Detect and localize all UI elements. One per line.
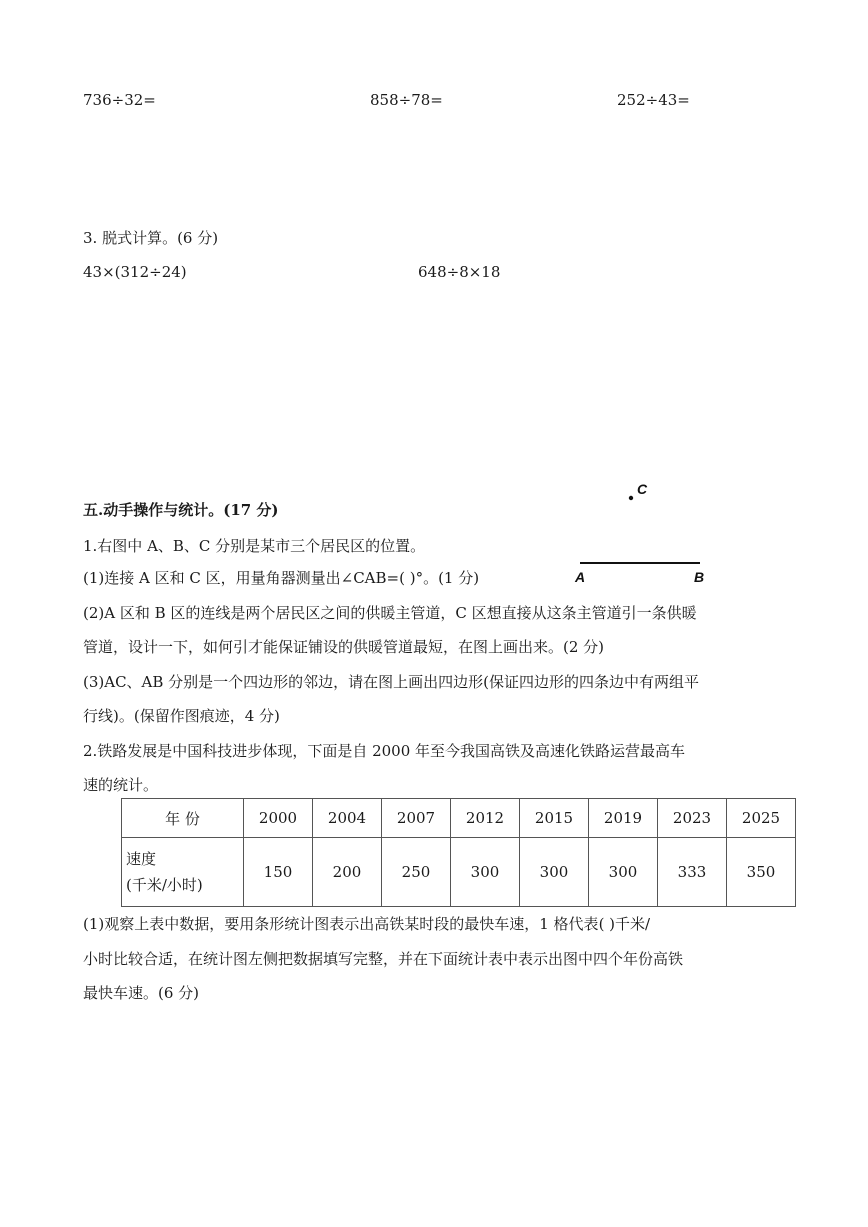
year-cell: 2000 bbox=[244, 799, 313, 838]
geometry-figure bbox=[572, 478, 712, 588]
year-cell: 2025 bbox=[727, 799, 796, 838]
year-cell: 2007 bbox=[382, 799, 451, 838]
q1-part2-line2: 管道，设计一下，如何引才能保证铺设的供暖管道最短，在图上画出来。(2 分) bbox=[83, 638, 605, 656]
q2-intro-line2: 速的统计。 bbox=[83, 776, 159, 794]
point-c-label: C bbox=[637, 481, 648, 497]
q2-part1-line3: 最快车速。(6 分) bbox=[83, 984, 200, 1002]
speed-cell: 350 bbox=[727, 838, 796, 907]
speed-cell: 300 bbox=[520, 838, 589, 907]
year-cell: 2004 bbox=[313, 799, 382, 838]
q1-part1: (1)连接 A 区和 C 区，用量角器测量出∠CAB=( )°。(1 分) bbox=[83, 569, 480, 587]
speed-table bbox=[121, 798, 796, 907]
speed-cell: 200 bbox=[313, 838, 382, 907]
q2-intro-line1: 2.铁路发展是中国科技进步体现，下面是自 2000 年至今我国高铁及高速化铁路运营最高车 bbox=[83, 742, 686, 760]
division-problem-1: 736÷32= bbox=[83, 91, 156, 109]
table-row-speeds bbox=[122, 838, 796, 907]
speed-header-line2: (千米/小时) bbox=[126, 876, 203, 894]
q1-part3-line2: 行线)。(保留作图痕迹，4 分) bbox=[83, 707, 280, 725]
year-header: 年 份 bbox=[122, 799, 244, 838]
q1-part2-line1: (2)A 区和 B 区的连线是两个居民区之间的供暖主管道，C 区想直接从这条主管道引一条供暖 bbox=[83, 604, 697, 622]
section3-problem-2: 648÷8×18 bbox=[418, 263, 501, 281]
point-b-label: B bbox=[694, 569, 705, 585]
q1-part3-line1: (3)AC、AB 分别是一个四边形的邻边，请在图上画出四边形(保证四边形的四条边中有两组平 bbox=[83, 673, 700, 691]
speed-cell: 300 bbox=[589, 838, 658, 907]
table-row-years bbox=[122, 799, 796, 838]
q2-part1-line2: 小时比较合适，在统计图左侧把数据填写完整，并在下面统计表中表示出图中四个年份高铁 bbox=[83, 950, 684, 968]
speed-cell: 250 bbox=[382, 838, 451, 907]
speed-header bbox=[122, 838, 244, 907]
speed-cell: 300 bbox=[451, 838, 520, 907]
point-c bbox=[629, 496, 633, 500]
year-cell: 2023 bbox=[658, 799, 727, 838]
division-problem-2: 858÷78= bbox=[370, 91, 443, 109]
section5-title: 五.动手操作与统计。(17 分) bbox=[83, 501, 279, 519]
speed-header-line1: 速度 bbox=[126, 850, 157, 868]
section3-problem-1: 43×(312÷24) bbox=[83, 263, 187, 281]
section3-title: 3. 脱式计算。(6 分) bbox=[83, 229, 219, 247]
division-problem-3: 252÷43= bbox=[617, 91, 690, 109]
q1-intro: 1.右图中 A、B、C 分别是某市三个居民区的位置。 bbox=[83, 537, 426, 555]
year-cell: 2012 bbox=[451, 799, 520, 838]
speed-cell: 333 bbox=[658, 838, 727, 907]
point-a-label: A bbox=[575, 569, 586, 585]
year-cell: 2019 bbox=[589, 799, 658, 838]
speed-cell: 150 bbox=[244, 838, 313, 907]
year-cell: 2015 bbox=[520, 799, 589, 838]
q2-part1-line1: (1)观察上表中数据，要用条形统计图表示出高铁某时段的最快车速，1 格代表( )千米/ bbox=[83, 915, 651, 933]
